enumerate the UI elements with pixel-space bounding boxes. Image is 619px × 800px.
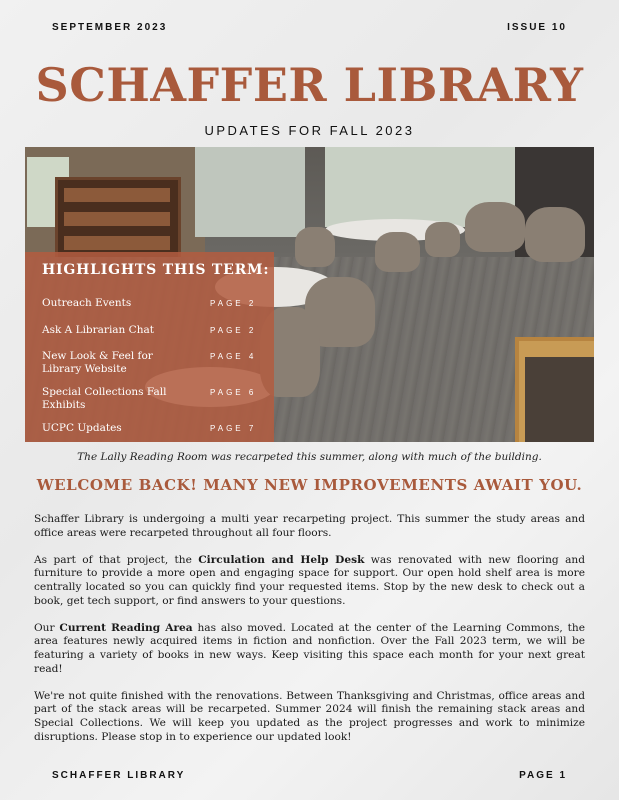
photo-chair [295, 227, 335, 267]
article-heading: WELCOME BACK! MANY NEW IMPROVEMENTS AWAIT YOU. [36, 476, 583, 494]
article-paragraph: As part of that project, the Circulation and Help Desk was renovated with new flooring and furniture to provide a more open and engaging space for support. Our open hold shelf area is more centrally located so you can quickly find your requested items. Stop by the new desk to check out a book, get tech support, or find answers to your questions. [34, 553, 585, 607]
highlight-item [42, 324, 264, 337]
highlight-page: PAGE 4 [210, 352, 257, 361]
highlight-item [42, 422, 264, 435]
article-paragraph: Schaffer Library is undergoing a multi year recarpeting project. This summer the study areas and office areas were recarpeted throughout all four floors. [34, 513, 585, 539]
photo-window-center [195, 147, 305, 237]
photo-chair [375, 232, 420, 272]
newsletter-subtitle: UPDATES FOR FALL 2023 [204, 123, 415, 138]
photo-chair [465, 202, 525, 252]
highlight-page: PAGE 6 [210, 388, 257, 397]
footer-library-name: SCHAFFER LIBRARY [52, 770, 186, 781]
highlight-label: Special Collections Fall Exhibits [42, 386, 167, 411]
article-paragraph: We're not quite finished with the renovations. Between Thanksgiving and Christmas, office areas and part of the stack areas will be recarpeted. Summer 2024 will finish the remaining stack areas and Special Collections. We will keep you updated as the project progresses and work to minimize disruptions. Please stop in to experience our updated look! [34, 689, 585, 743]
article-paragraph: Our Current Reading Area has also moved. Located at the center of the Learning Commons, the area features newly acquired items in fiction and nonfiction. Over the Fall 2023 term, we will be featuring a variety of books in new ways. Keep visiting this space each month for your next great read! [34, 621, 585, 675]
current-reading-area-emphasis: Current Reading Area [59, 621, 193, 634]
issue-number: ISSUE 10 [507, 22, 567, 33]
footer-page-number: PAGE 1 [519, 770, 567, 781]
article-body [34, 513, 585, 758]
highlight-label: New Look & Feel for Library Website [42, 350, 153, 375]
highlight-page: PAGE 2 [210, 326, 257, 335]
issue-date: SEPTEMBER 2023 [52, 22, 168, 33]
highlight-page: PAGE 2 [210, 299, 257, 308]
highlights-title: HIGHLIGHTS THIS TERM: [42, 262, 270, 278]
highlight-item [42, 386, 257, 412]
photo-chair [525, 207, 585, 262]
highlight-item [42, 297, 264, 310]
circulation-desk-emphasis: Circulation and Help Desk [198, 553, 365, 566]
highlights-box [25, 252, 274, 442]
newsletter-title: SCHAFFER LIBRARY [35, 58, 584, 112]
highlight-label: Outreach Events [42, 297, 132, 309]
photo-display-interior [525, 357, 594, 442]
highlight-label: Ask A Librarian Chat [42, 324, 154, 336]
highlight-item [42, 350, 257, 376]
highlight-label: UCPC Updates [42, 422, 122, 434]
photo-caption: The Lally Reading Room was recarpeted this summer, along with much of the building. [77, 451, 542, 463]
photo-chair [425, 222, 460, 257]
highlight-page: PAGE 7 [210, 424, 257, 433]
